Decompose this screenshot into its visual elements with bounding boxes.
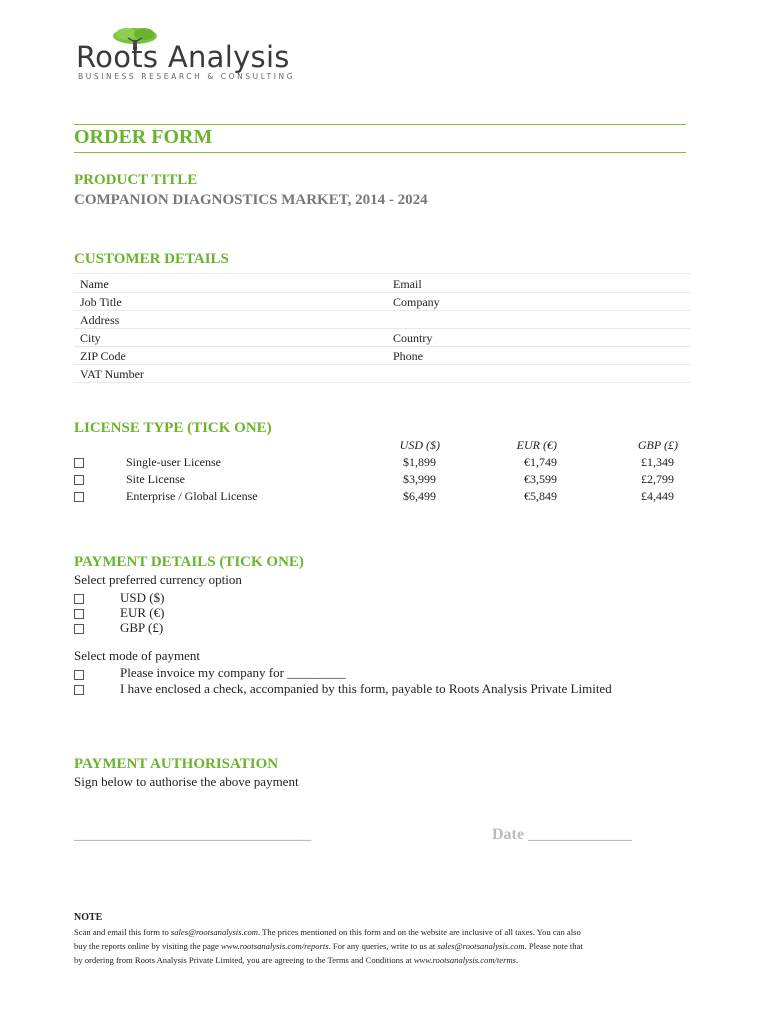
currency-option: EUR (€) bbox=[120, 605, 165, 620]
field-label: VAT Number bbox=[80, 367, 144, 381]
price-gbp: £1,349 bbox=[641, 455, 674, 469]
field-label: Email bbox=[393, 277, 422, 291]
customer-row bbox=[74, 346, 691, 365]
field-label: Phone bbox=[393, 349, 423, 363]
terms-link[interactable]: www.rootsanalysis.com/terms bbox=[413, 955, 517, 965]
note-line: buy the reports online by visiting the page www.rootsanalysis.com/reports. For any queries, write to us at sales@rootsanalysis.com. Please note that bbox=[74, 941, 583, 951]
mode-option: I have enclosed a check, accompanied by this form, payable to Roots Analysis Private Limited bbox=[120, 681, 612, 696]
license-checkbox-single[interactable] bbox=[74, 458, 84, 468]
currency-option: GBP (£) bbox=[120, 620, 164, 635]
form-title: ORDER FORM bbox=[74, 126, 213, 148]
field-label: Name bbox=[80, 277, 109, 291]
price-eur: €5,849 bbox=[524, 489, 557, 503]
license-label: Enterprise / Global License bbox=[126, 489, 258, 503]
date-field[interactable]: Date _____________ bbox=[492, 826, 632, 843]
authorisation-heading: PAYMENT AUTHORISATION bbox=[74, 756, 279, 772]
product-title: COMPANION DIAGNOSTICS MARKET, 2014 - 2024 bbox=[74, 192, 428, 208]
logo bbox=[76, 26, 296, 86]
currency-checkbox-gbp[interactable] bbox=[74, 624, 84, 634]
signature-line[interactable]: ________________________________ bbox=[74, 826, 311, 843]
note-heading: NOTE bbox=[74, 912, 103, 923]
payment-heading: PAYMENT DETAILS (TICK ONE) bbox=[74, 554, 304, 570]
mode-option: Please invoice my company for _________ bbox=[120, 665, 346, 680]
reports-link[interactable]: www.rootsanalysis.com/reports bbox=[221, 941, 329, 951]
logo-brand: Roots Analysis bbox=[76, 40, 290, 74]
field-label: Company bbox=[393, 295, 440, 309]
customer-row bbox=[74, 364, 691, 383]
field-label: City bbox=[80, 331, 101, 345]
customer-row bbox=[74, 274, 691, 293]
logo-tagline: BUSINESS RESEARCH & CONSULTING bbox=[78, 72, 296, 81]
currency-header-usd: USD ($) bbox=[399, 438, 440, 452]
note-line: by ordering from Roots Analysis Private Limited, you are agreeing to the Terms and Conditions at www.rootsanalysis.com/terms. bbox=[74, 955, 519, 965]
divider-top bbox=[74, 124, 686, 125]
email-link[interactable]: sales@rootsanalysis.com bbox=[170, 927, 258, 937]
field-label: Country bbox=[393, 331, 433, 345]
license-heading: LICENSE TYPE (TICK ONE) bbox=[74, 420, 272, 436]
price-usd: $3,999 bbox=[403, 472, 436, 486]
mode-checkbox-invoice[interactable] bbox=[74, 670, 84, 680]
price-eur: €1,749 bbox=[524, 455, 557, 469]
customer-row bbox=[74, 328, 691, 347]
currency-prompt: Select preferred currency option bbox=[74, 572, 242, 587]
product-heading: PRODUCT TITLE bbox=[74, 172, 198, 188]
field-label: Address bbox=[80, 313, 120, 327]
field-label: ZIP Code bbox=[80, 349, 126, 363]
price-gbp: £4,449 bbox=[641, 489, 674, 503]
currency-checkbox-usd[interactable] bbox=[74, 594, 84, 604]
field-label: Job Title bbox=[80, 295, 122, 309]
note-line: Scan and email this form to sales@rootsanalysis.com. The prices mentioned on this form and on the website are inclusive of all taxes. You can also bbox=[74, 927, 581, 937]
mode-prompt: Select mode of payment bbox=[74, 648, 200, 663]
license-label: Site License bbox=[126, 472, 185, 486]
customer-heading: CUSTOMER DETAILS bbox=[74, 251, 229, 267]
mode-checkbox-check[interactable] bbox=[74, 685, 84, 695]
price-gbp: £2,799 bbox=[641, 472, 674, 486]
currency-option: USD ($) bbox=[120, 590, 165, 605]
license-checkbox-enterprise[interactable] bbox=[74, 492, 84, 502]
email-link[interactable]: sales@rootsanalysis.com bbox=[437, 941, 525, 951]
divider-title bbox=[74, 152, 686, 153]
license-checkbox-site[interactable] bbox=[74, 475, 84, 485]
price-usd: $6,499 bbox=[403, 489, 436, 503]
authorisation-prompt: Sign below to authorise the above payment bbox=[74, 774, 299, 789]
price-usd: $1,899 bbox=[403, 455, 436, 469]
customer-row bbox=[74, 310, 691, 329]
note-body bbox=[74, 925, 694, 967]
customer-row bbox=[74, 292, 691, 311]
license-label: Single-user License bbox=[126, 455, 221, 469]
currency-header-gbp: GBP (£) bbox=[637, 438, 678, 452]
currency-checkbox-eur[interactable] bbox=[74, 609, 84, 619]
price-eur: €3,599 bbox=[524, 472, 557, 486]
currency-header-eur: EUR (€) bbox=[516, 438, 557, 452]
